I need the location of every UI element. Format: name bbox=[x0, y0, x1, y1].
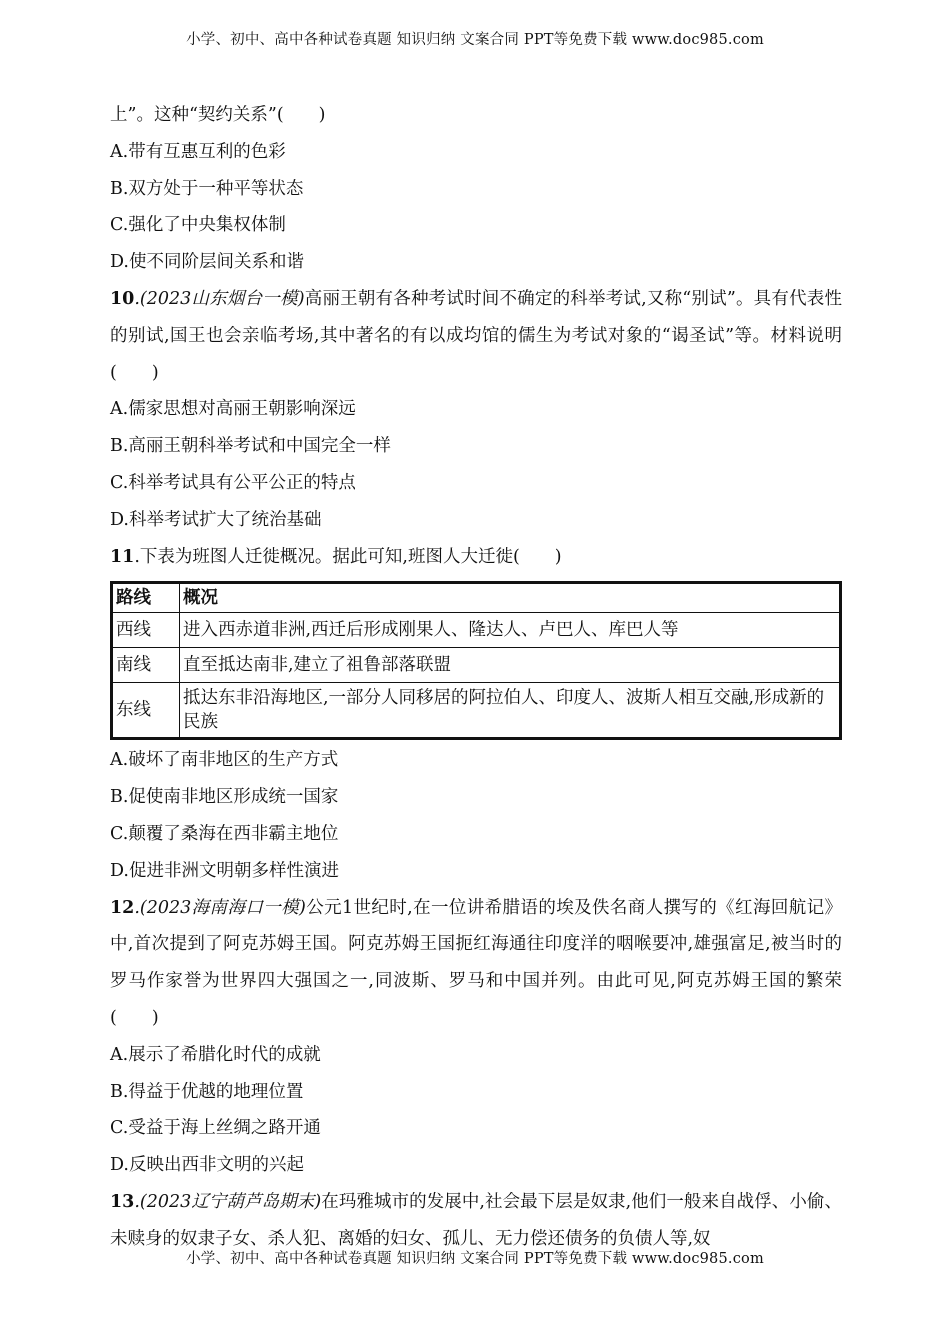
question-9 bbox=[110, 97, 842, 281]
question-source: .(2023辽宁葫芦岛期末) bbox=[134, 1191, 322, 1212]
option-c: C.科举考试具有公平公正的特点 bbox=[110, 472, 356, 493]
question-text: 在玛雅城市的发展中,社会最下层是奴隶,他们一般来自战俘、小偷、未赎身的奴隶子女、杀人犯、离婚的妇女、孤儿、无力偿还债务的负债人等,奴 bbox=[110, 1191, 842, 1249]
table-row bbox=[112, 613, 841, 648]
option-a: A.展示了希腊化时代的成就 bbox=[110, 1044, 321, 1065]
question-stem bbox=[110, 539, 842, 576]
option-c: C.受益于海上丝绸之路开通 bbox=[110, 1118, 321, 1139]
option-b: B.高丽王朝科举考试和中国完全一样 bbox=[110, 436, 391, 457]
page-footer: 小学、初中、高中各种试卷真题 知识归纳 文案合同 PPT等免费下载 www.doc985.com bbox=[186, 1251, 764, 1267]
question-text: 高丽王朝有各种考试时间不确定的科举考试,又称“别试”。具有代表性的别试,国王也会亲临考场,其中著名的有以成均馆的儒生为考试对象的“谒圣试”等。材料说明( ) bbox=[110, 288, 842, 383]
table-header-row bbox=[112, 583, 841, 613]
table-cell-overview: 进入西赤道非洲,西迁后形成刚果人、隆达人、卢巴人、库巴人等 bbox=[180, 613, 841, 648]
option-d: D.促进非洲文明朝多样性演进 bbox=[110, 860, 339, 881]
page-header: 小学、初中、高中各种试卷真题 知识归纳 文案合同 PPT等免费下载 www.doc985.com bbox=[186, 32, 764, 48]
question-source: .(2023山东烟台一模) bbox=[134, 288, 305, 309]
table-cell-route: 西线 bbox=[112, 613, 180, 648]
table-row bbox=[112, 648, 841, 683]
option-b: B.得益于优越的地理位置 bbox=[110, 1081, 304, 1102]
question-number: 11 bbox=[110, 546, 135, 567]
question-stem bbox=[110, 890, 842, 1037]
question-text: .下表为班图人迁徙概况。据此可知,班图人大迁徙( ) bbox=[134, 546, 562, 567]
option-b: B.双方处于一种平等状态 bbox=[110, 178, 304, 199]
option-d: D.反映出西非文明的兴起 bbox=[110, 1155, 304, 1176]
migration-table bbox=[110, 581, 842, 740]
question-text: 公元1世纪时,在一位讲希腊语的埃及佚名商人撰写的《红海回航记》中,首次提到了阿克苏姆王国。阿克苏姆王国扼红海通往印度洋的咽喉要冲,雄强富足,被当时的罗马作家誉为世界四大强国之一,同波斯、罗马和中国并列。由此可见,阿克苏姆王国的繁荣( ) bbox=[110, 897, 842, 1028]
option-a: A.儒家思想对高丽王朝影响深远 bbox=[110, 399, 356, 420]
table-header-overview: 概况 bbox=[180, 583, 841, 613]
option-d: D.科举考试扩大了统治基础 bbox=[110, 509, 322, 530]
document-body bbox=[110, 97, 842, 1258]
table-cell-route: 南线 bbox=[112, 648, 180, 683]
table-header-route: 路线 bbox=[112, 583, 180, 613]
question-stem-tail: 上”。这种“契约关系”( ) bbox=[110, 105, 326, 125]
question-11 bbox=[110, 539, 842, 890]
option-b: B.促使南非地区形成统一国家 bbox=[110, 787, 339, 808]
option-c: C.颠覆了桑海在西非霸主地位 bbox=[110, 823, 339, 844]
question-10 bbox=[110, 281, 842, 539]
table-cell-overview: 直至抵达南非,建立了祖鲁部落联盟 bbox=[180, 648, 841, 683]
question-12 bbox=[110, 890, 842, 1184]
question-stem bbox=[110, 281, 842, 391]
question-number: 10 bbox=[110, 288, 135, 309]
option-a: A.带有互惠互利的色彩 bbox=[110, 141, 286, 162]
option-a: A.破坏了南非地区的生产方式 bbox=[110, 750, 339, 771]
table-cell-overview: 抵达东非沿海地区,一部分人同移居的阿拉伯人、印度人、波斯人相互交融,形成新的民族 bbox=[180, 683, 841, 739]
question-source: .(2023海南海口一模) bbox=[134, 897, 306, 918]
question-number: 12 bbox=[110, 897, 135, 918]
table-cell-route: 东线 bbox=[112, 683, 180, 739]
option-c: C.强化了中央集权体制 bbox=[110, 215, 286, 236]
option-d: D.使不同阶层间关系和谐 bbox=[110, 252, 304, 273]
question-number: 13 bbox=[110, 1191, 135, 1212]
table-row bbox=[112, 683, 841, 739]
